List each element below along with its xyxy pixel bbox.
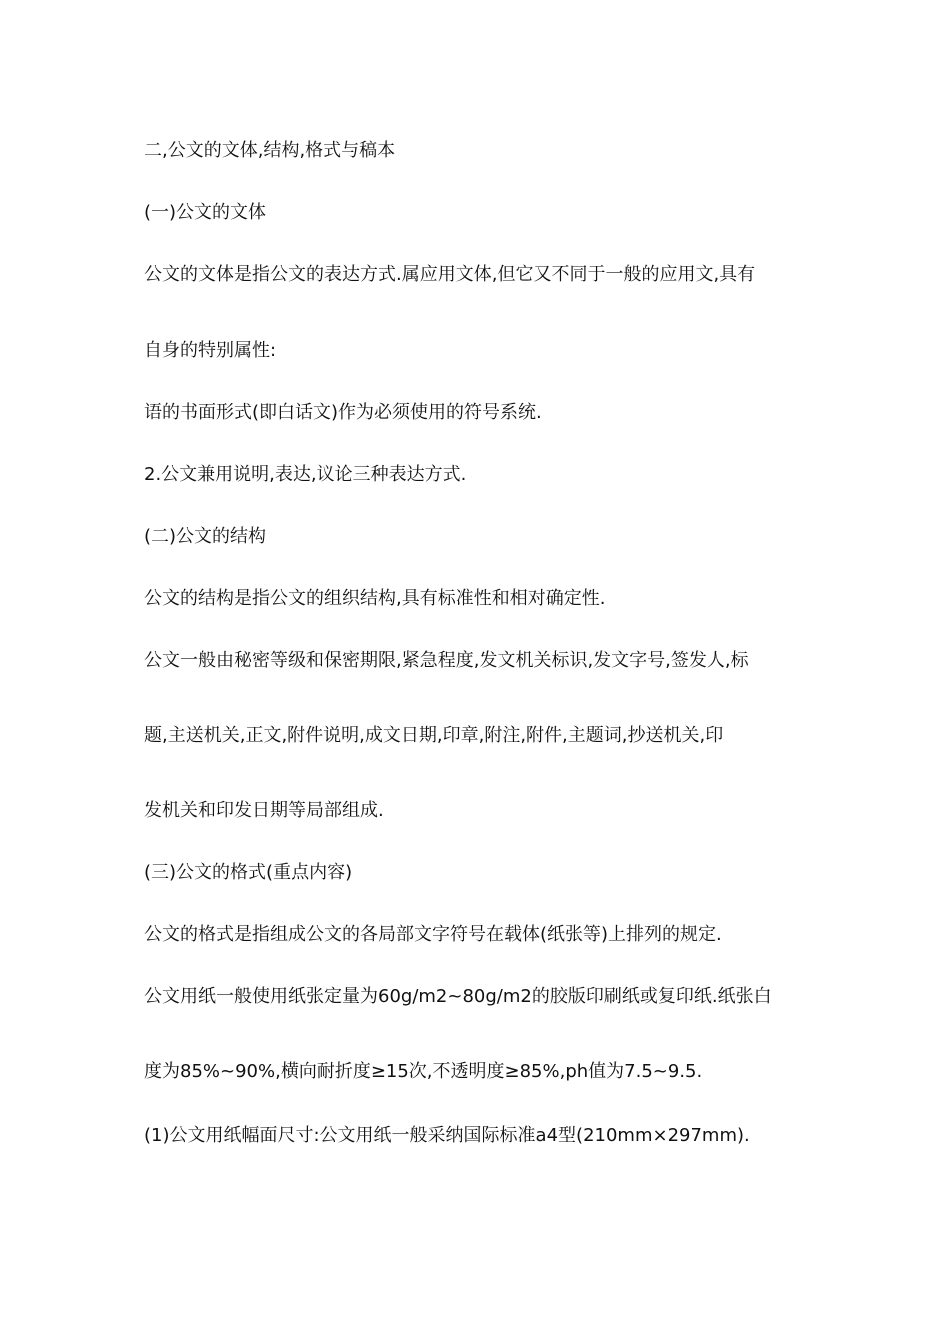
paragraph-line: 题,主送机关,正文,附件说明,成文日期,印章,附注,附件,主题词,抄送机关,印 xyxy=(144,725,724,746)
paragraph-line: 公文的文体是指公文的表达方式.属应用文体,但它又不同于一般的应用文,具有 xyxy=(144,264,756,285)
list-item: 2.公文兼用说明,表达,议论三种表达方式. xyxy=(144,464,467,485)
list-item: (1)公文用纸幅面尺寸:公文用纸一般采纳国际标准a4型(210mm×297mm). xyxy=(144,1125,750,1146)
subsection-heading-format: (三)公文的格式(重点内容) xyxy=(144,862,353,883)
section-heading: 二,公文的文体,结构,格式与稿本 xyxy=(144,140,396,161)
paragraph-line: 自身的特别属性: xyxy=(144,340,277,361)
paragraph-line: 语的书面形式(即白话文)作为必须使用的符号系统. xyxy=(144,402,542,423)
paragraph-line: 公文用纸一般使用纸张定量为60g/m2~80g/m2的胶版印刷纸或复印纸.纸张白 xyxy=(144,986,772,1007)
paragraph-line: 公文的结构是指公文的组织结构,具有标准性和相对确定性. xyxy=(144,588,606,609)
paragraph-line: 度为85%~90%,横向耐折度≥15次,不透明度≥85%,ph值为7.5~9.5. xyxy=(144,1061,703,1082)
paragraph-line: 公文的格式是指组成公文的各局部文字符号在载体(纸张等)上排列的规定. xyxy=(144,924,722,945)
paragraph-line: 公文一般由秘密等级和保密期限,紧急程度,发文机关标识,发文字号,签发人,标 xyxy=(144,650,749,671)
subsection-heading-structure: (二)公文的结构 xyxy=(144,526,267,547)
subsection-heading-style: (一)公文的文体 xyxy=(144,202,267,223)
paragraph-line: 发机关和印发日期等局部组成. xyxy=(144,800,384,821)
